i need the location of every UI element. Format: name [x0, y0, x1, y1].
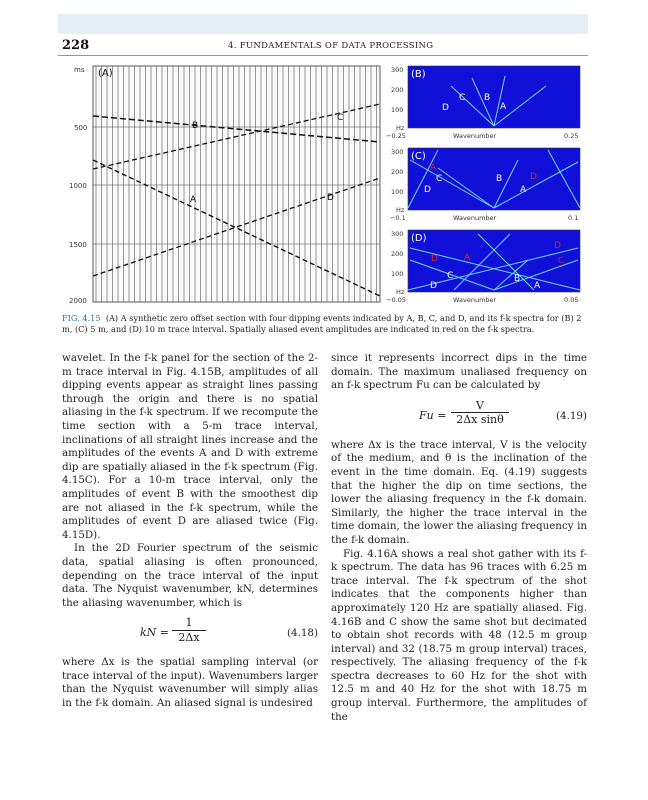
panel-a-ytick-500: 500: [74, 124, 88, 132]
panel-b: [386, 66, 580, 140]
panel-d-label: (D): [411, 233, 427, 244]
paragraph: In the 2D Fourier spectrum of the seismic data, spatial aliasing is often pronounced, depending on the trace interval of the input data. The Nyquist wavenumber, kN, determines the aliasing wavenumber, which is: [62, 542, 318, 609]
paragraph: Fig. 4.16A shows a real shot gather with its f-k spectrum. The data has 96 traces with 6.25 m trace interval. The f-k spectrum of the shot indicates that the components higher than approximately 120 Hz are spatially aliased. Fig. 4.16B and C show the same shot but decimated to obtain shot records with 48 (12.5 m group interval) and 32 (18.75 m group interval) traces, respectively. The aliasing frequency of the f-k spectra decreases to 60 Hz for the shot with 12.5 m and 40 Hz for the shot with 18.75 m group interval. Furthermore, the amplitudes of the: [331, 547, 587, 723]
panel-c-xlabel: Wavenumber: [453, 214, 497, 222]
panel-a: [69, 66, 380, 305]
panel-c-event-d: D: [424, 185, 431, 195]
panel-b-event-b: B: [484, 93, 491, 103]
paragraph: where Δx is the trace interval, V is the velocity of the medium, and θ is the inclination of the event in the time domain. Eq. (4.19) suggests that the higher the dip on time sections, the lower the aliasing frequency in the f-k domain. Similarly, the higher the trace interval in the time domain, the lower the aliasing frequency in the f-k domain.: [331, 438, 587, 546]
panel-c-xtick-right: 0.1: [568, 214, 579, 222]
panel-b-event-d: D: [442, 103, 449, 113]
panel-a-label: (A): [98, 68, 113, 79]
panel-c-label: (C): [411, 151, 426, 162]
panel-c-ytick-200: 200: [391, 168, 404, 176]
equation-number: (4.19): [556, 409, 587, 422]
panel-a-ytick-1500: 1500: [69, 241, 87, 249]
panel-a-ytick-1000: 1000: [69, 182, 87, 190]
panel-c-event-a: A: [520, 185, 527, 195]
panel-d-yunit: Hz: [396, 288, 405, 296]
page-number: 228: [62, 38, 90, 53]
panel-b-ytick-300: 300: [391, 66, 404, 74]
paragraph: wavelet. In the f-k panel for the section of the 2-m trace interval in Fig. 4.15B, amplitudes of all dipping events appear as straight lines passing through the origin and there is no spatial aliasing in the f-k spectrum. If we recompute the time section with a 5-m trace interval, inclinations of all straight lines increase and the amplitudes of the events A and D with extreme dip are spatially aliased in the f-k spectrum (Fig. 4.15C). For a 10-m trace interval, only the amplitudes of event B with the smoothest dip are not aliased in the f-k spectrum, while the amplitudes of event D are aliased twice (Fig. 4.15D).: [62, 352, 318, 541]
text-column-right: [331, 352, 587, 724]
panel-c-event-d-aliased: D: [530, 172, 537, 182]
panel-b-ytick-100: 100: [391, 106, 404, 114]
panel-a-unit: ms: [74, 66, 85, 74]
event-label-c: C: [337, 113, 344, 123]
equation-denominator: 2Δx: [178, 630, 200, 644]
panel-b-label: (B): [411, 69, 426, 80]
equation-fraction: [172, 616, 206, 644]
panel-c-yunit: Hz: [396, 206, 405, 214]
equation-numerator: V: [451, 399, 509, 414]
panel-d-xtick-left: −0.05: [386, 296, 406, 304]
equation-4-19: [331, 399, 587, 433]
equation-number: (4.18): [287, 627, 318, 640]
panel-b-ytick-200: 200: [391, 86, 404, 94]
running-head: 4. FUNDAMENTALS OF DATA PROCESSING: [228, 41, 434, 51]
panel-d-event-a-aliased: A: [464, 253, 471, 263]
header-rule: [58, 55, 588, 56]
paragraph: where Δx is the spatial sampling interval (or trace interval of the input). Wavenumbers larger than the Nyquist wavenumber will simply alias in the f-k domain. An aliased signal is undesired: [62, 656, 318, 710]
panel-c-event-a-aliased: A: [430, 163, 437, 173]
panel-c-event-b: B: [496, 174, 503, 184]
header-band: [58, 14, 588, 34]
equation-numerator: 1: [172, 616, 206, 631]
equation-lhs: kN =: [140, 626, 170, 640]
panel-d-ytick-200: 200: [391, 250, 404, 258]
panel-c-event-c: C: [436, 174, 443, 184]
figure-caption: [62, 313, 586, 335]
panel-a-ytick-2000: 2000: [69, 297, 87, 305]
event-label-a: A: [190, 195, 197, 205]
equation-4-18: [62, 616, 318, 650]
panel-b-xlabel: Wavenumber: [453, 132, 497, 140]
figure-caption-label: FIG. 4.15: [62, 313, 101, 323]
panel-d-ytick-100: 100: [391, 270, 404, 278]
text-column-left: [62, 352, 318, 711]
panel-d: [386, 230, 580, 304]
panel-d-xtick-right: 0.05: [564, 296, 579, 304]
event-label-d: D: [327, 193, 334, 203]
paragraph: since it represents incorrect dips in the time domain. The maximum unaliased frequency on an f-k spectrum Fu can be calculated by: [331, 352, 587, 392]
panel-d-event-d: D: [430, 281, 437, 291]
panel-b-xtick-right: 0.25: [564, 132, 579, 140]
panel-d-event-c-aliased: C: [558, 256, 565, 266]
panel-b-event-c: C: [459, 93, 466, 103]
panel-c-ytick-100: 100: [391, 188, 404, 196]
figure-caption-text: (A) A synthetic zero offset section with four dipping events indicated by A, B, C, and D, and its f-k spectra for (B) 2 m, (C) 5 m, and (D) 10 m trace interval. Spatially aliased event amplitudes are indicated in red on the f-k spectra.: [62, 313, 582, 334]
equation-fraction: [451, 399, 509, 427]
event-label-b: B: [192, 121, 199, 131]
panel-d-event-a: A: [534, 281, 541, 291]
panel-d-event-b: B: [514, 274, 521, 284]
equation-denominator: 2Δx sinθ: [456, 413, 504, 427]
panel-b-xtick-left: −0.25: [386, 132, 406, 140]
panel-c-xtick-left: −0.1: [390, 214, 406, 222]
panel-c: [390, 148, 580, 222]
panel-c-ytick-300: 300: [391, 148, 404, 156]
figure-4-15: [58, 64, 588, 310]
panel-b-event-a: A: [500, 102, 507, 112]
panel-d-event-d-aliased-2: D: [431, 254, 438, 264]
panel-b-yunit: Hz: [396, 124, 405, 132]
panel-d-xlabel: Wavenumber: [453, 296, 497, 304]
panel-d-ytick-300: 300: [391, 230, 404, 238]
panel-d-event-d-aliased-1: D: [554, 241, 561, 251]
panel-d-event-c: C: [447, 271, 454, 281]
equation-lhs: Fu =: [419, 408, 447, 422]
